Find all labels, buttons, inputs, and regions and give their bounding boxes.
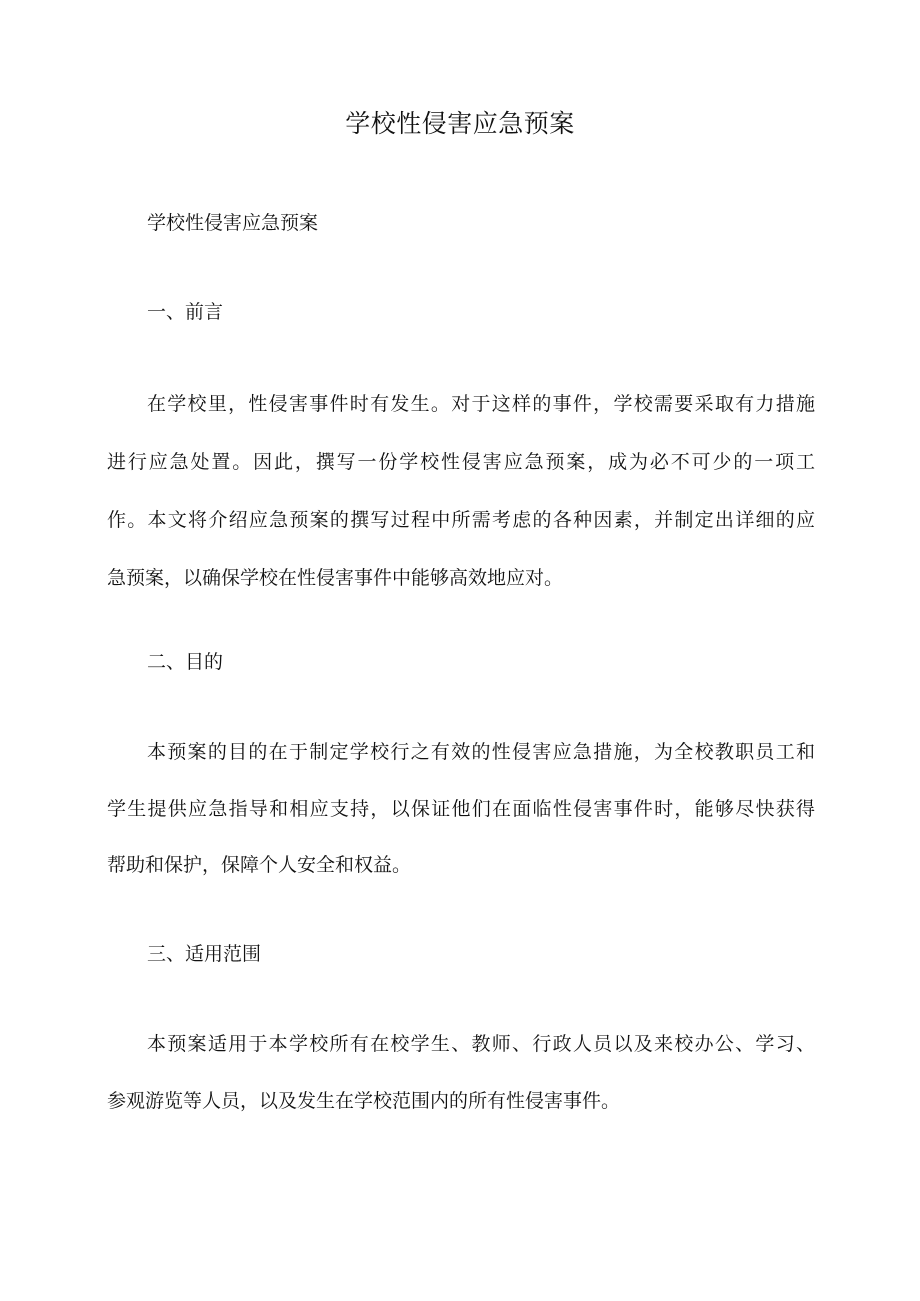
paragraph-line: 帮助和保护，保障个人安全和权益。 [107, 854, 412, 876]
paragraph-line: 急预案，以确保学校在性侵害事件中能够高效地应对。 [107, 567, 564, 589]
section-heading-purpose: 二、目的 [147, 651, 224, 673]
paragraph-line: 作。本文将介绍应急预案的撰写过程中所需考虑的各种因素，并制定出详细的应 [107, 509, 815, 531]
paragraph-line: 在学校里，性侵害事件时有发生。对于这样的事件，学校需要采取有力措施 [147, 393, 815, 415]
document-subtitle: 学校性侵害应急预案 [147, 212, 319, 234]
paragraph-line: 进行应急处置。因此，撰写一份学校性侵害应急预案，成为必不可少的一项工 [107, 451, 815, 473]
section-heading-scope: 三、适用范围 [147, 943, 262, 965]
paragraph-line: 本预案的目的在于制定学校行之有效的性侵害应急措施，为全校教职员工和 [147, 741, 815, 763]
paragraph-line: 参观游览等人员，以及发生在学校范围内的所有性侵害事件。 [107, 1090, 621, 1112]
paragraph-line: 学生提供应急指导和相应支持，以保证他们在面临性侵害事件时，能够尽快获得 [107, 798, 815, 820]
paragraph-line: 本预案适用于本学校所有在校学生、教师、行政人员以及来校办公、学习、 [147, 1033, 815, 1055]
document-title: 学校性侵害应急预案 [345, 109, 575, 138]
section-heading-preface: 一、前言 [147, 301, 224, 323]
